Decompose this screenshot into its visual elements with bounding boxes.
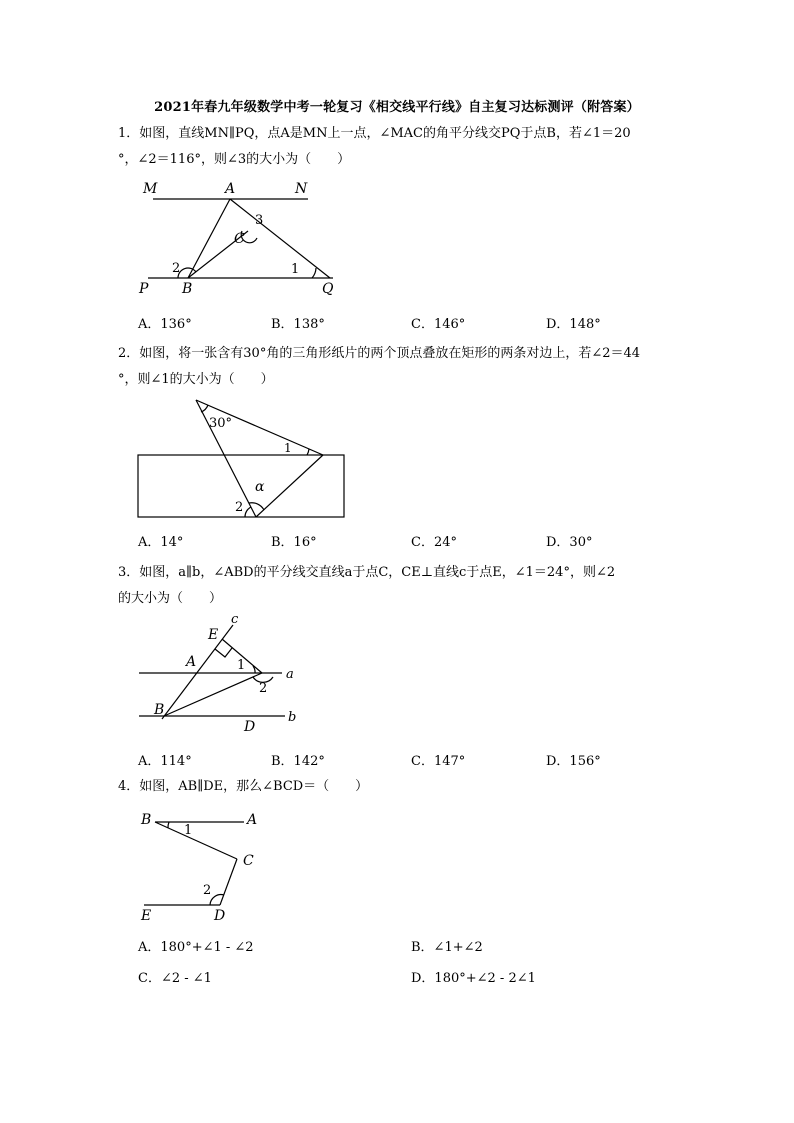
angle-2-arc (245, 507, 251, 517)
q2-option-c[interactable]: C．24° (411, 535, 457, 550)
label-e: E (141, 908, 152, 924)
page-title: 2021年春九年级数学中考一轮复习《相交线平行线》自主复习达标测评（附答案） (154, 100, 640, 115)
label-angle-1: 1 (237, 658, 246, 673)
q1-option-b[interactable]: B．138° (271, 317, 325, 332)
q3-option-a[interactable]: A．114° (138, 754, 192, 769)
label-angle-3: 3 (255, 213, 264, 228)
label-c-line: c (231, 612, 239, 627)
label-d: D (244, 719, 256, 735)
question-3-figure (137, 611, 337, 741)
q2-option-d[interactable]: D．30° (546, 535, 593, 550)
question-2-text-line1: 2．如图，将一张含有30°角的三角形纸片的两个顶点叠放在矩形的两条对边上，若∠2＝44 (118, 346, 641, 361)
q3-option-b[interactable]: B．142° (271, 754, 325, 769)
label-angle-2: 2 (203, 883, 212, 898)
q3-option-c[interactable]: C．147° (411, 754, 466, 769)
question-1-text-line2: °，∠2＝116°，则∠3的大小为（ ） (118, 152, 351, 167)
angle-30-arc (201, 405, 208, 412)
q2-option-a[interactable]: A．14° (138, 535, 184, 550)
segment-aq (230, 199, 330, 278)
q4-option-d[interactable]: D．180°+∠2 - 2∠1 (411, 971, 536, 986)
q1-option-a[interactable]: A．136° (138, 317, 192, 332)
label-30-degrees: 30° (209, 416, 233, 431)
question-3-text-line1: 3．如图，a∥b，∠ABD的平分线交直线a于点C，CE⊥直线c于点E，∠1＝24°，则∠2 (118, 565, 616, 580)
label-angle-1: 1 (184, 823, 193, 838)
q1-option-d[interactable]: D．148° (546, 317, 601, 332)
label-angle-2: 2 (235, 500, 244, 515)
label-a-line: a (286, 667, 294, 682)
question-3-text-line2: 的大小为（ ） (118, 591, 223, 606)
label-e: E (208, 627, 219, 643)
label-b-line: b (288, 710, 297, 725)
question-4-text-line1: 4．如图，AB∥DE，那么∠BCD＝（ ） (118, 779, 369, 794)
label-angle-1: 1 (284, 441, 292, 455)
angle-1-arc (168, 822, 169, 828)
question-2 (118, 341, 678, 393)
label-b: B (141, 812, 152, 828)
question-2-figure (137, 396, 357, 521)
label-m: M (143, 181, 158, 197)
label-n: N (295, 181, 308, 197)
angle-1-arc (307, 449, 309, 455)
label-c: C (243, 853, 254, 869)
segment-bc (155, 822, 237, 859)
label-angle-2: 2 (259, 681, 268, 696)
q4-option-c[interactable]: C．∠2 - ∠1 (138, 971, 212, 986)
label-alpha: α (255, 479, 265, 495)
label-angle-2: 2 (172, 261, 181, 276)
label-p: P (139, 281, 149, 297)
label-d: D (214, 908, 226, 924)
question-4-figure (138, 808, 278, 923)
question-1-figure (138, 176, 358, 301)
question-3 (118, 560, 678, 612)
question-2-text-line2: °，则∠1的大小为（ ） (118, 372, 274, 387)
label-c: C (234, 231, 245, 247)
segment-ab (188, 199, 230, 278)
q4-option-b[interactable]: B．∠1+∠2 (411, 940, 483, 955)
label-b: B (182, 281, 193, 297)
question-4 (118, 774, 678, 800)
q3-option-d[interactable]: D．156° (546, 754, 601, 769)
q4-option-a[interactable]: A．180°+∠1 - ∠2 (138, 940, 254, 955)
q2-option-b[interactable]: B．16° (271, 535, 317, 550)
angle-2-arc (178, 268, 196, 278)
label-b-point: B (154, 702, 165, 718)
q1-option-c[interactable]: C．146° (411, 317, 466, 332)
right-angle-mark (215, 648, 232, 657)
label-a: A (247, 812, 258, 828)
question-1 (118, 121, 678, 173)
label-q: Q (322, 281, 334, 297)
question-1-text-line1: 1．如图，直线MN∥PQ，点A是MN上一点，∠MAC的角平分线交PQ于点B，若∠1＝20 (118, 126, 631, 141)
label-a-point: A (186, 654, 197, 670)
angle-1-arc (312, 268, 316, 278)
label-angle-1: 1 (291, 262, 300, 277)
triangle-side-right (256, 455, 323, 517)
segment-bc (164, 673, 262, 716)
label-a: A (225, 181, 236, 197)
segment-cd (220, 859, 237, 905)
